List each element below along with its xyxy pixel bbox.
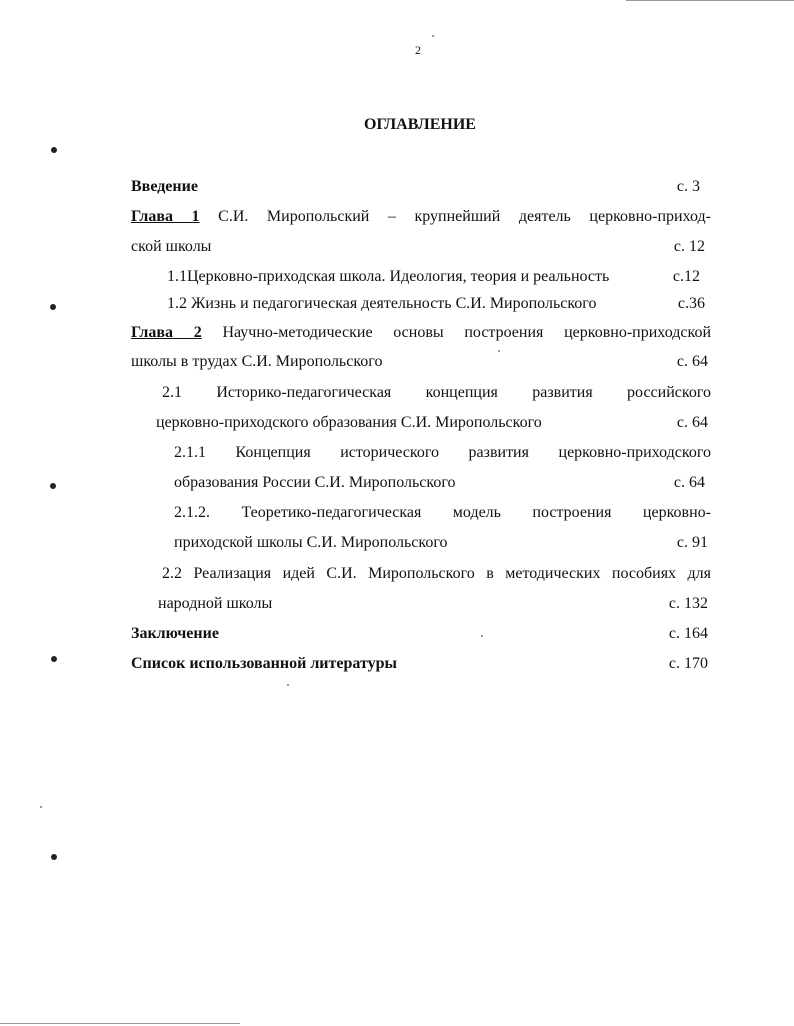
- toc-chapter2-text-line2: школы в трудах С.И. Миропольского: [131, 353, 383, 370]
- scan-speck: [432, 35, 434, 37]
- toc-chapter1-label: Глава 1: [131, 208, 200, 225]
- toc-conclusion-page: с. 164: [668, 625, 708, 642]
- toc-entry-conclusion: Заключение: [131, 625, 219, 642]
- toc-chapter1-page: с. 12: [673, 238, 705, 255]
- scan-speck: [481, 635, 483, 637]
- toc-intro-page: с. 3: [676, 178, 700, 195]
- toc-entry-s1-1: 1.1Церковно-приходская школа. Идеология, теория и реальность: [167, 268, 610, 285]
- scan-speck: [287, 684, 289, 686]
- page-title: ОГЛАВЛЕНИЕ: [364, 116, 476, 133]
- toc-entry-chapter2: [131, 323, 711, 343]
- toc-s1-1-page: с.12: [672, 268, 700, 285]
- binder-hole-dot: [51, 854, 57, 860]
- binder-hole-dot: [51, 147, 57, 153]
- toc-chapter2-text-line1: Научно-методические основы построения церковно-приходской: [222, 324, 711, 341]
- toc-chapter1-text-line1: С.И. Миропольский – крупнейший деятель церковно-приход-: [218, 208, 712, 225]
- toc-s2-1-line2: церковно-приходского образования С.И. Миропольского: [156, 414, 542, 431]
- binder-hole-dot: [50, 483, 56, 489]
- toc-s2-1-1-page: с. 64: [673, 474, 705, 491]
- scan-edge-line: [626, 0, 794, 1]
- toc-entry-s2-1: 2.1 Историко-педагогическая концепция развития российского: [162, 384, 711, 401]
- toc-s2-1-1-line2: образования России С.И. Миропольского: [174, 474, 456, 491]
- toc-s2-1-2-line2: приходской школы С.И. Миропольского: [174, 534, 448, 551]
- toc-entry-s2-1-2: 2.1.2. Теоретико-педагогическая модель построения церковно-: [174, 504, 711, 521]
- page-number: 2: [415, 43, 421, 57]
- toc-s1-2-page: с.36: [677, 295, 705, 312]
- binder-hole-dot: [50, 304, 56, 310]
- binder-hole-dot: [51, 656, 57, 662]
- toc-entry-chapter1: [131, 207, 711, 227]
- toc-chapter2-page: с. 64: [676, 353, 708, 370]
- scan-speck: [498, 350, 500, 352]
- toc-s2-2-line2: народной школы: [158, 595, 273, 612]
- toc-entry-bibliography: Список использованной литературы: [131, 655, 397, 672]
- toc-bibliography-page: с. 170: [668, 655, 708, 672]
- toc-s2-1-page: с. 64: [676, 414, 708, 431]
- toc-s2-1-2-page: с. 91: [676, 534, 708, 551]
- toc-entry-s2-2: 2.2 Реализация идей С.И. Миропольского в методических пособиях для: [162, 565, 711, 582]
- toc-entry-s1-2: 1.2 Жизнь и педагогическая деятельность С.И. Миропольского: [167, 295, 597, 312]
- toc-chapter1-text-line2: ской школы: [131, 238, 212, 255]
- toc-entry-intro: [131, 177, 198, 197]
- toc-chapter2-label: Глава 2: [131, 324, 202, 341]
- scan-speck: [40, 806, 42, 808]
- toc-s2-2-page: с. 132: [668, 595, 708, 612]
- scan-edge-line: [0, 1023, 240, 1024]
- toc-entry-s2-1-1: 2.1.1 Концепция исторического развития церковно-приходского: [174, 444, 711, 461]
- toc-intro-label: Введение: [131, 178, 198, 195]
